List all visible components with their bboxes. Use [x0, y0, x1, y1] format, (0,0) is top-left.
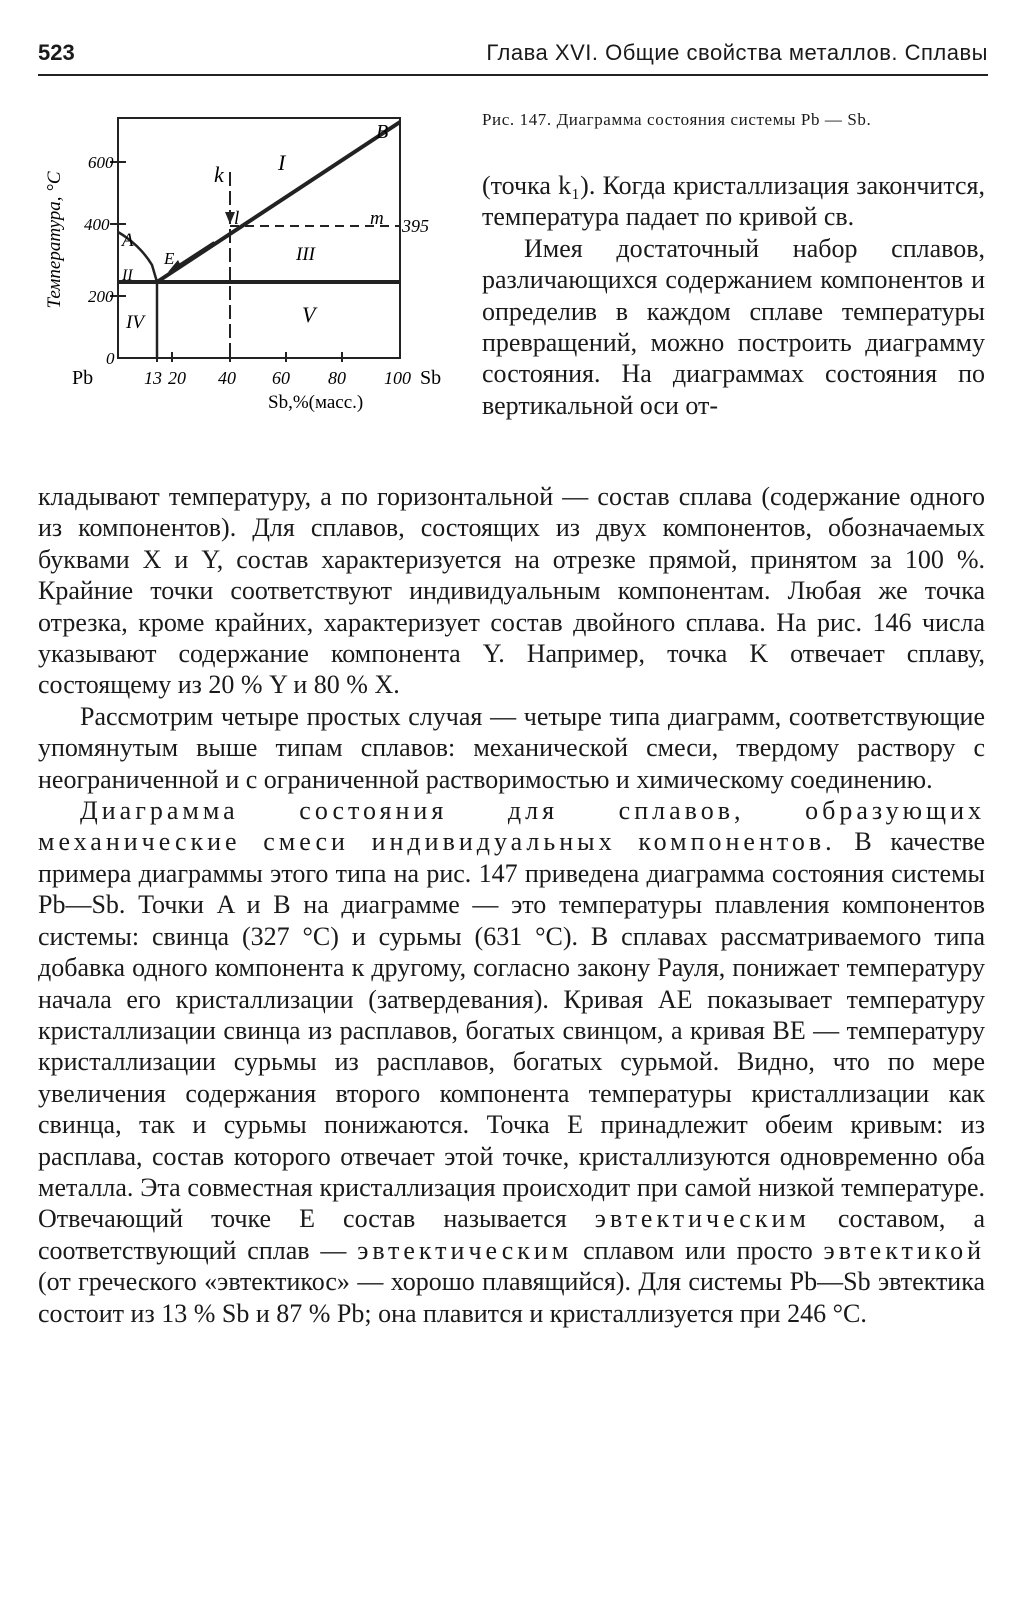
x-tick-label-40: 40 — [218, 368, 236, 388]
y-tick-label-600: 600 — [88, 153, 114, 172]
x-tick-label-13: 13 — [144, 368, 162, 388]
section-text-2: составом, а соответствующий сплав — — [38, 1204, 986, 1265]
phase-diagram-figure — [40, 100, 480, 430]
running-header — [38, 40, 988, 76]
page-number: 523 — [38, 40, 75, 65]
section-text-1: В качестве примера диаграммы этого типа на рис. 147 приведена диаграмма состояния системы Pb—Sb. Точки A и B на диаграмме — это температуры плавления компонентов системы: свинца (327 °С) и сурьмы (631 °С). В сплавах рассматриваемого типа добавка одного компонента к другому, согласно закону Рауля, понижает температуру начала его кристаллизации (затвердевания). Кривая AE показывает температуру кристаллизации свинца из расплавов, богатых свинцом, а кривая BE — температуру кристаллизации сурьмы из расплавов, богатых сурьмой. Видно, что по мере увеличения содержания второго компонента температуры кристаллизации как свинца, так и сурьмы понижаются. Точка E принадлежит обеим кривым: из расплава, состав которого отвечает этой точке, кристаллизуются одновременно оба металла. Эта совместная кристаллизация происходит при самой низкой температуре. Отвечающий точке E состав называется — [38, 827, 985, 1234]
x-tick-label-20: 20 — [168, 368, 186, 388]
figure-caption: Рис. 147. Диаграмма состояния системы Pb — Sb. — [482, 110, 872, 129]
region-i-label: I — [278, 150, 286, 175]
narrow-text-column — [482, 170, 985, 421]
wide-text-column — [38, 481, 985, 1329]
wide-paragraph-2: Рассмотрим четыре простых случая — четыре типа диаграмм, соответствующие упомянутым выше типам сплавов: механической смеси, твердому раствору с неограниченной и с ограниченной растворимостью и химическому соединению. — [38, 701, 985, 794]
point-l-label: l — [234, 208, 240, 229]
narrow-paragraph-2: Имея достаточный набор сплавов, различающихся содержанием компонентов и определив в каждом сплаве температуры превращений, можно построить диаграмму состояния. На диаграммах состояния по вертикальной оси от- — [482, 233, 985, 420]
y-axis-label: Температура, °C — [44, 171, 65, 309]
wide-paragraph-1: кладывают температуру, а по горизонтальной — состав сплава (содержание одного из компонентов). Для сплавов, состоящих из двух компонентов, обозначаемых буквами X и Y, состав характеризуется на отрезке прямой, принятом за 100 %. Крайние точки соответствуют индивидуальным компонентам. Любая же точка отрезка, кроме крайних, характеризует состав двойного сплава. На рис. 146 числа указывают содержание компонента Y. Например, точка K отвечает сплаву, состоящему из 20 % Y и 80 % X. — [38, 482, 985, 700]
x-right-label: Sb — [420, 367, 442, 389]
section-heading: Диаграмма состояния для сплавов, образующих механические смеси индивидуальных компонентов. — [38, 796, 985, 857]
x-tick-label-80: 80 — [328, 368, 346, 388]
curve-eb — [157, 122, 400, 282]
section-paragraph — [38, 795, 985, 1329]
point-b-label: B — [376, 121, 389, 143]
x-left-label: Pb — [72, 367, 94, 389]
region-v-label: V — [302, 302, 316, 327]
point-m-label: m — [370, 208, 384, 229]
y-tick-label-200: 200 — [88, 287, 114, 306]
diagram-frame — [118, 118, 400, 358]
term-eutectic: эвтектикой — [823, 1235, 986, 1265]
right-value-395: 395 — [402, 216, 429, 236]
region-ii-label: II — [122, 267, 133, 284]
y-tick-label-0: 0 — [106, 349, 115, 368]
point-e-label: E — [164, 249, 175, 268]
narrow-paragraph-1: (точка k₁). Когда кристаллизация закончится, температура падает по кривой св. — [482, 171, 985, 232]
y-tick-label-400: 400 — [84, 215, 110, 234]
term-eutectic-alloy: эвтектическим — [357, 1235, 573, 1265]
x-tick-label-60: 60 — [272, 368, 290, 388]
x-axis-label: Sb,%(масс.) — [268, 392, 364, 413]
region-iii-label: III — [296, 244, 315, 265]
point-a-label: A — [122, 230, 134, 251]
region-iv-label: IV — [126, 312, 144, 333]
section-text-4: (от греческого «эвтектикос» — хорошо плавящийся). Для системы Pb—Sb эвтектика состоит из 13 % Sb и 87 % Pb; она плавится и кристаллизуется при 246 °С. — [38, 1267, 985, 1328]
phase-diagram — [40, 100, 480, 430]
point-k-label: k — [214, 162, 224, 187]
term-eutectic-composition: эвтектическим — [594, 1204, 810, 1234]
section-text-3: сплавом или просто — [572, 1235, 824, 1265]
running-title: Глава XVI. Общие свойства металлов. Сплавы — [486, 40, 988, 65]
x-tick-label-100: 100 — [384, 368, 411, 388]
